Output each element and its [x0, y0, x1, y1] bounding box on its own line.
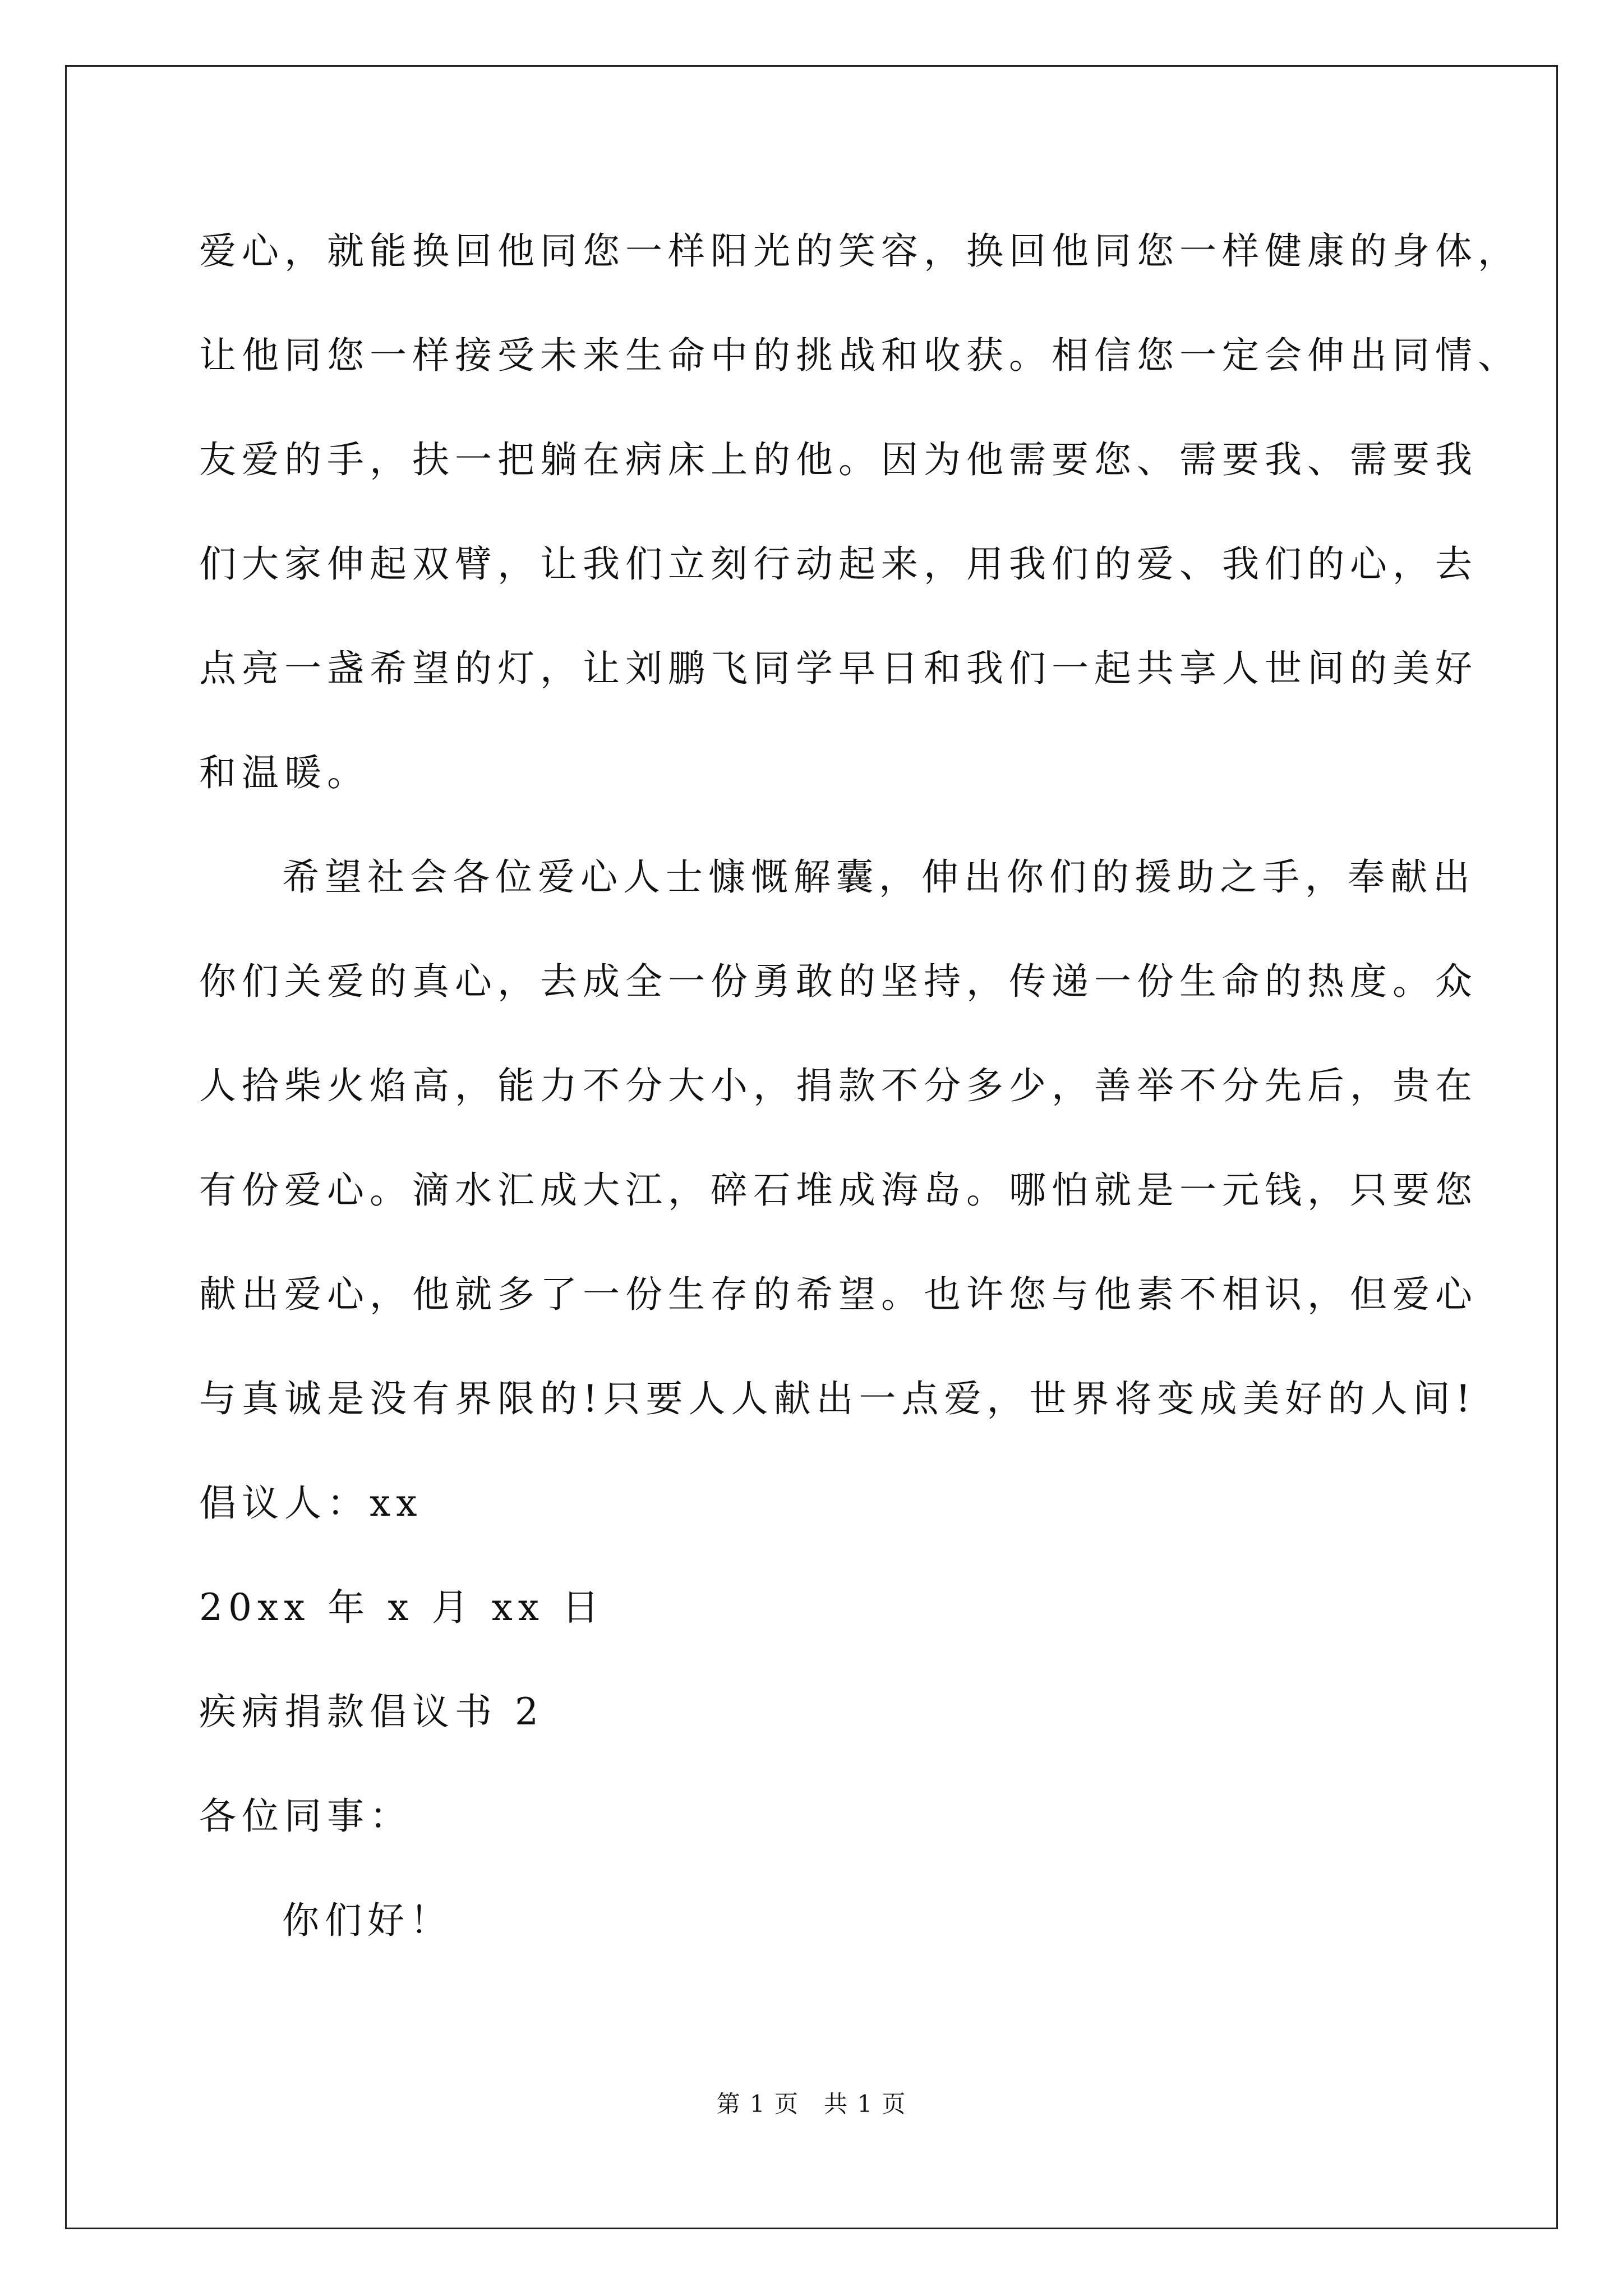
paragraph-line: 爱心，就能换回他同您一样阳光的笑容，换回他同您一样健康的身体， [199, 229, 1520, 273]
date-line: 20xx 年 x 月 xx 日 [199, 1586, 605, 1629]
paragraph-line: 人拾柴火焰高，能力不分大小，捐款不分多少，善举不分先后，贵在 [199, 1064, 1478, 1107]
paragraph-line: 友爱的手，扶一把躺在病床上的他。因为他需要您、需要我、需要我 [199, 438, 1478, 481]
paragraph-line: 希望社会各位爱心人士慷慨解囊，伸出你们的援助之手，奉献出 [282, 855, 1476, 899]
page-footer [0, 2086, 1623, 2119]
paragraph-line: 和温暖。 [199, 751, 370, 794]
paragraph-line: 们大家伸起双臂，让我们立刻行动起来，用我们的爱、我们的心，去 [199, 542, 1478, 586]
paragraph-line: 点亮一盏希望的灯，让刘鹏飞同学早日和我们一起共享人世间的美好 [199, 647, 1478, 690]
salutation: 各位同事： [199, 1795, 412, 1838]
page-total: 共 1 页 [824, 2090, 907, 2118]
document-body [199, 199, 1520, 1973]
paragraph-line: 有份爱心。滴水汇成大江，碎石堆成海岛。哪怕就是一元钱，只要您 [199, 1168, 1478, 1212]
page-number: 第 1 页 [716, 2090, 799, 2118]
paragraph-line: 与真诚是没有界限的!只要人人献出一点爱，世界将变成美好的人间! [199, 1377, 1477, 1420]
section-title: 疾病捐款倡议书 2 [199, 1690, 544, 1733]
paragraph-line: 让他同您一样接受未来生命中的挑战和收获。相信您一定会伸出同情、 [199, 334, 1520, 377]
greeting: 你们好！ [282, 1899, 453, 1942]
paragraph-line: 献出爱心，他就多了一份生存的希望。也许您与他素不相识，但爱心 [199, 1273, 1478, 1316]
initiator-line: 倡议人：xx [199, 1481, 423, 1525]
paragraph-line: 你们关爱的真心，去成全一份勇敢的坚持，传递一份生命的热度。众 [199, 960, 1478, 1003]
